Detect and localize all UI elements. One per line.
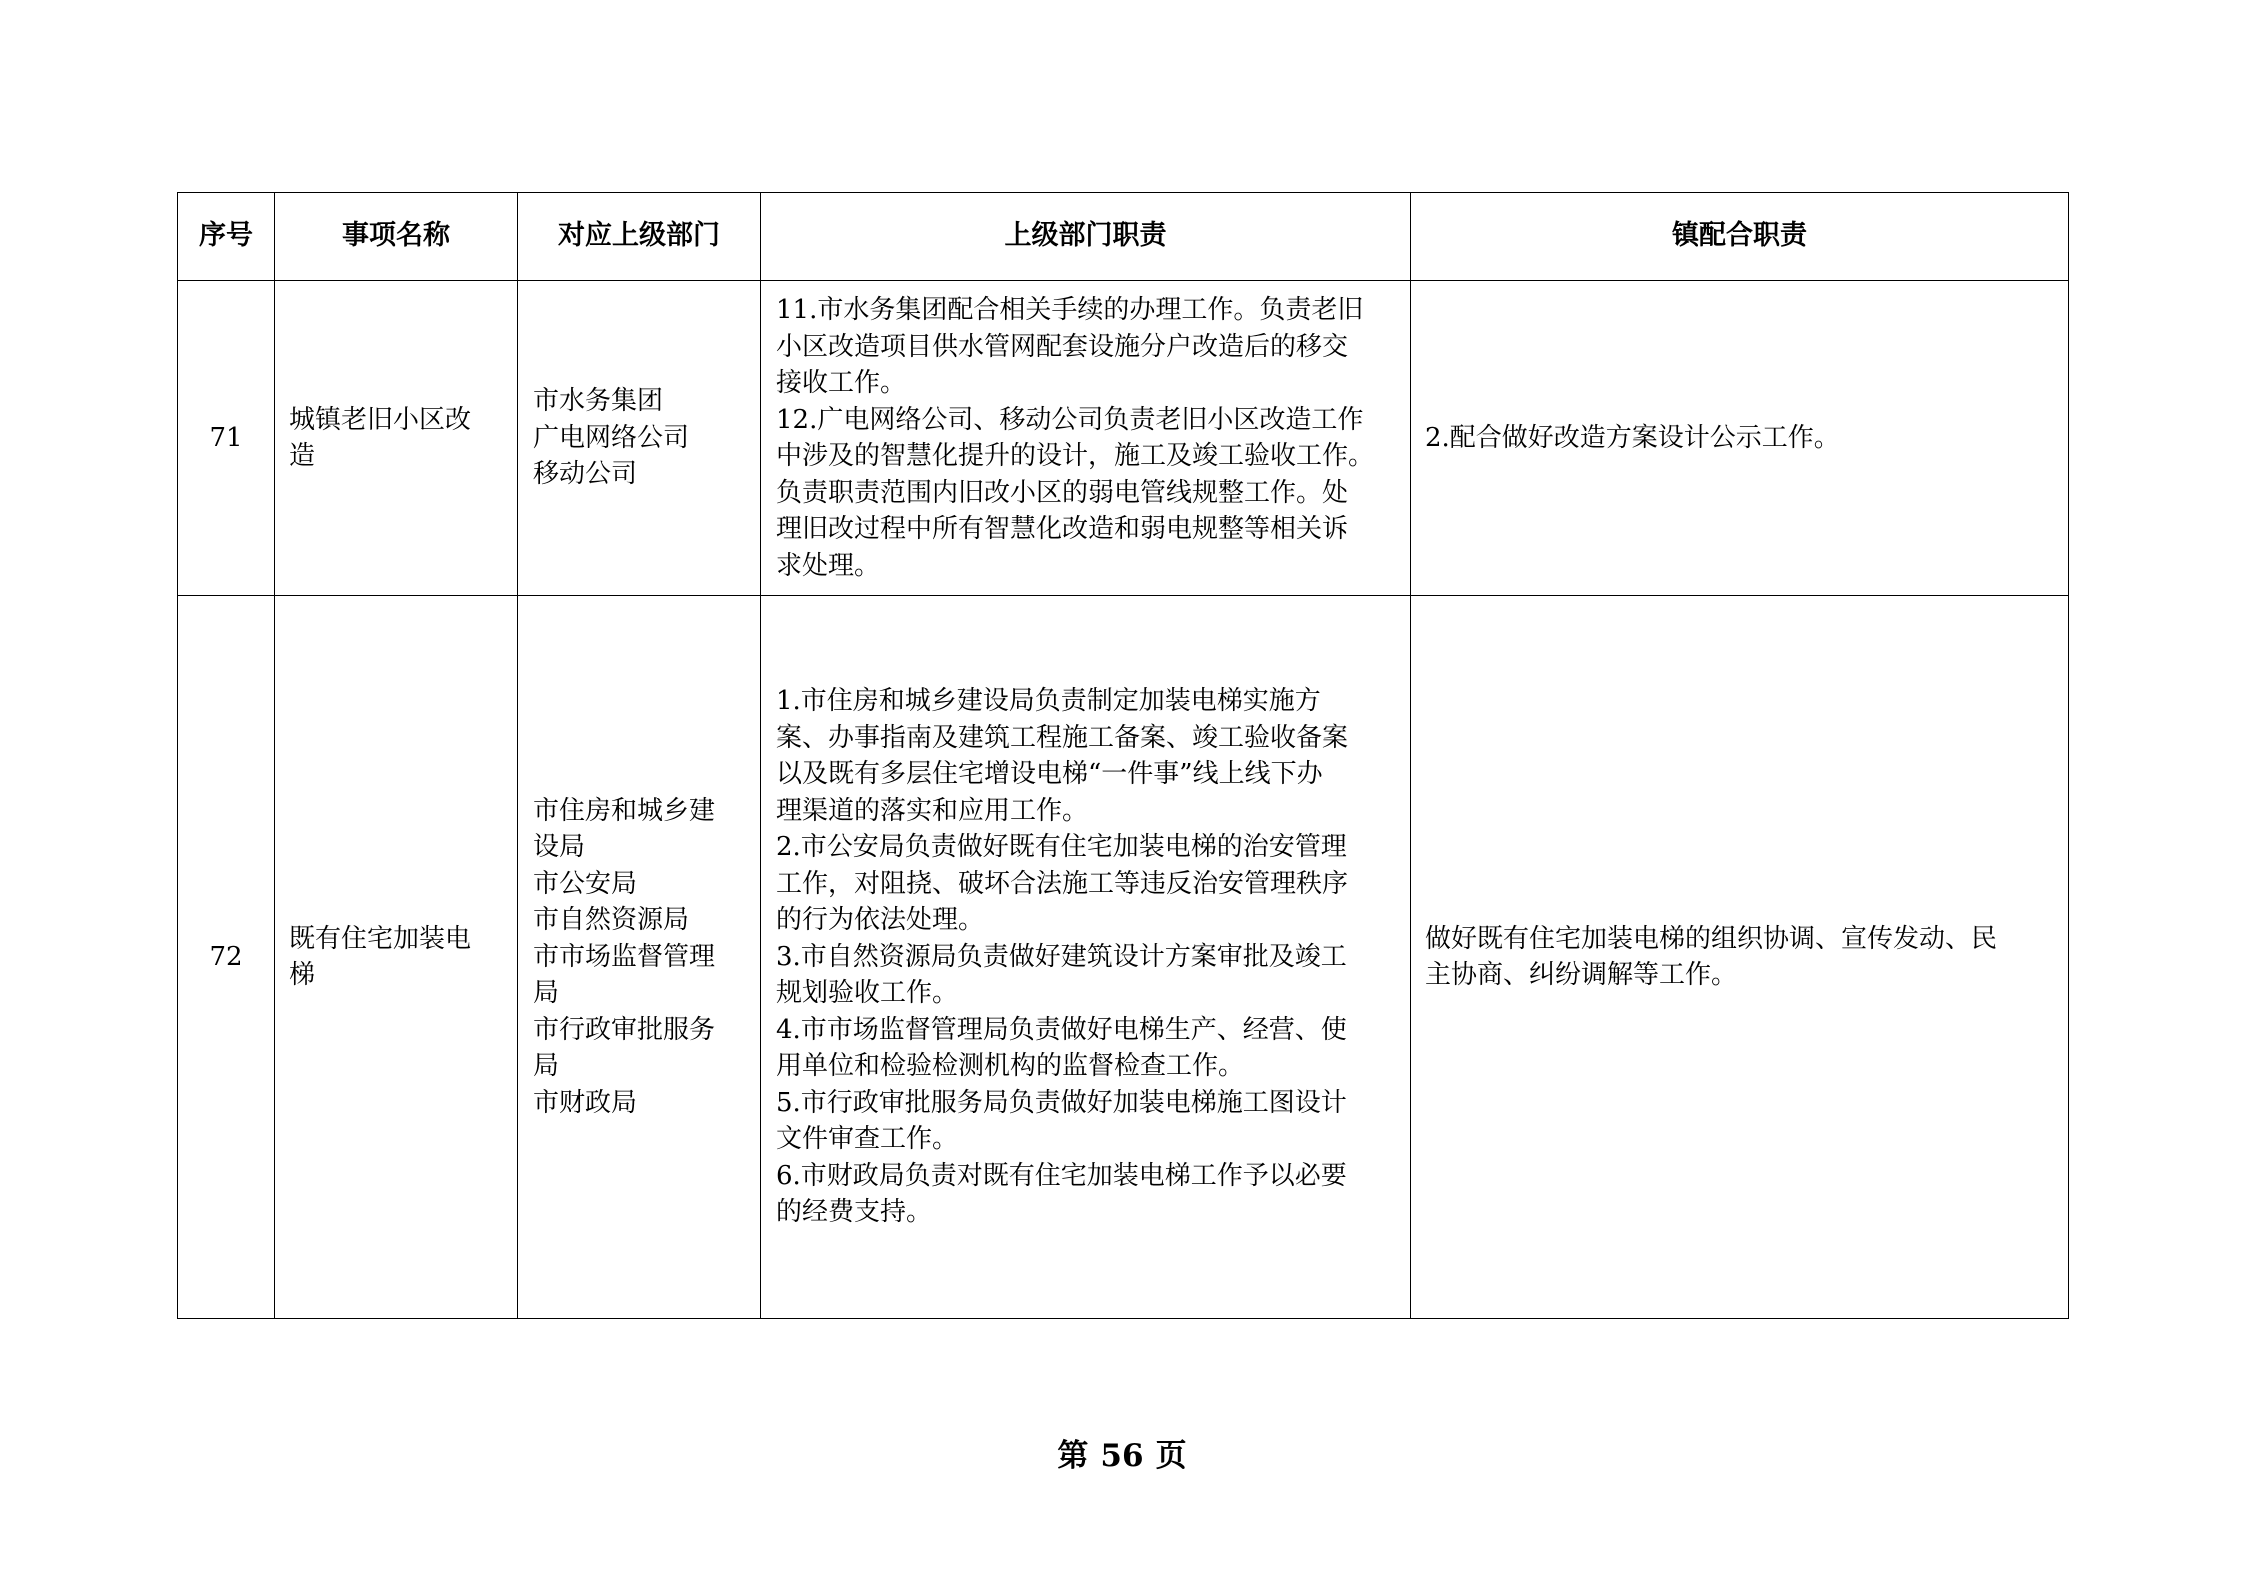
text-line: 理渠道的落实和应用工作。 (776, 795, 1089, 826)
page-suffix: 页 (1155, 1438, 1187, 1474)
text-line: 既有住宅加装电 (289, 923, 472, 954)
header-superior-duty: 上级部门职责 (761, 193, 1411, 281)
cell-superior-dept (518, 596, 761, 1319)
text-line: 设局 (533, 832, 586, 863)
text-line: 市自然资源局 (533, 905, 690, 936)
cell-superior-duty (761, 281, 1411, 596)
text-line: 5.市行政审批服务局负责做好加装电梯施工图设计 (776, 1087, 1347, 1118)
text-line: 2.配合做好改造方案设计公示工作。 (1425, 422, 1840, 453)
table-header-row (178, 193, 2069, 281)
text-line: 11.市水务集团配合相关手续的办理工作。负责老旧 (776, 295, 1364, 325)
text-line: 案、办事指南及建筑工程施工备案、竣工验收备案 (776, 722, 1349, 753)
text-line: 3.市自然资源局负责做好建筑设计方案审批及竣工 (776, 941, 1347, 972)
header-town-duty: 镇配合职责 (1411, 193, 2069, 281)
text-line: 做好既有住宅加装电梯的组织协调、宣传发动、民 (1425, 923, 1998, 954)
header-serial: 序号 (178, 193, 275, 281)
text-line: 用单位和检验检测机构的监督检查工作。 (776, 1051, 1245, 1082)
cell-superior-duty (761, 596, 1411, 1319)
text-line: 文件审查工作。 (776, 1124, 959, 1155)
cell-serial: 72 (178, 596, 275, 1319)
text-line: 以及既有多层住宅增设电梯“一件事”线上线下办 (776, 759, 1323, 790)
cell-serial: 71 (178, 281, 275, 596)
text-line: 城镇老旧小区改 (289, 404, 472, 435)
header-superior-dept: 对应上级部门 (518, 193, 761, 281)
text-line: 理旧改过程中所有智慧化改造和弱电规整等相关诉 (776, 514, 1349, 544)
text-line: 市财政局 (533, 1087, 638, 1118)
table-row (178, 281, 2069, 596)
text-line: 接收工作。 (776, 368, 907, 398)
text-line: 市行政审批服务 (533, 1014, 716, 1045)
cell-town-duty (1411, 596, 2069, 1319)
text-line: 规划验收工作。 (776, 978, 959, 1009)
text-line: 中涉及的智慧化提升的设计，施工及竣工验收工作。 (776, 441, 1375, 471)
text-line: 负责职责范围内旧改小区的弱电管线规整工作。处 (776, 477, 1349, 508)
cell-town-duty (1411, 281, 2069, 596)
text-line: 市市场监督管理 (533, 941, 716, 972)
text-line: 小区改造项目供水管网配套设施分户改造后的移交 (776, 331, 1349, 362)
text-line: 市住房和城乡建 (533, 795, 716, 826)
text-line: 局 (533, 1051, 560, 1082)
text-line: 求处理。 (776, 550, 881, 581)
page-prefix: 第 (1057, 1438, 1089, 1474)
cell-item-name (275, 281, 518, 596)
text-line: 市水务集团 (533, 386, 664, 417)
text-line: 6.市财政局负责对既有住宅加装电梯工作予以必要 (776, 1160, 1347, 1191)
text-line: 的行为依法处理。 (776, 905, 985, 936)
header-item-name: 事项名称 (275, 193, 518, 281)
text-line: 工作，对阻挠、破坏合法施工等违反治安管理秩序 (776, 868, 1349, 899)
text-line: 的经费支持。 (776, 1197, 933, 1228)
text-line: 1.市住房和城乡建设局负责制定加装电梯实施方 (776, 686, 1321, 717)
text-line: 造 (289, 441, 316, 471)
text-line: 梯 (289, 960, 316, 990)
text-line: 2.市公安局负责做好既有住宅加装电梯的治安管理 (776, 832, 1347, 863)
page-footer (0, 1430, 2244, 1475)
duty-table (177, 192, 2069, 1319)
text-line: 广电网络公司 (533, 422, 690, 453)
text-line: 4.市市场监督管理局负责做好电梯生产、经营、使 (776, 1014, 1347, 1045)
text-line: 移动公司 (533, 459, 638, 490)
cell-superior-dept (518, 281, 761, 596)
text-line: 市公安局 (533, 868, 638, 899)
table-row (178, 596, 2069, 1319)
page-number: 56 (1100, 1438, 1144, 1474)
cell-item-name (275, 596, 518, 1319)
text-line: 12.广电网络公司、移动公司负责老旧小区改造工作 (776, 404, 1364, 435)
text-line: 主协商、纠纷调解等工作。 (1425, 960, 1738, 990)
text-line: 局 (533, 978, 560, 1009)
